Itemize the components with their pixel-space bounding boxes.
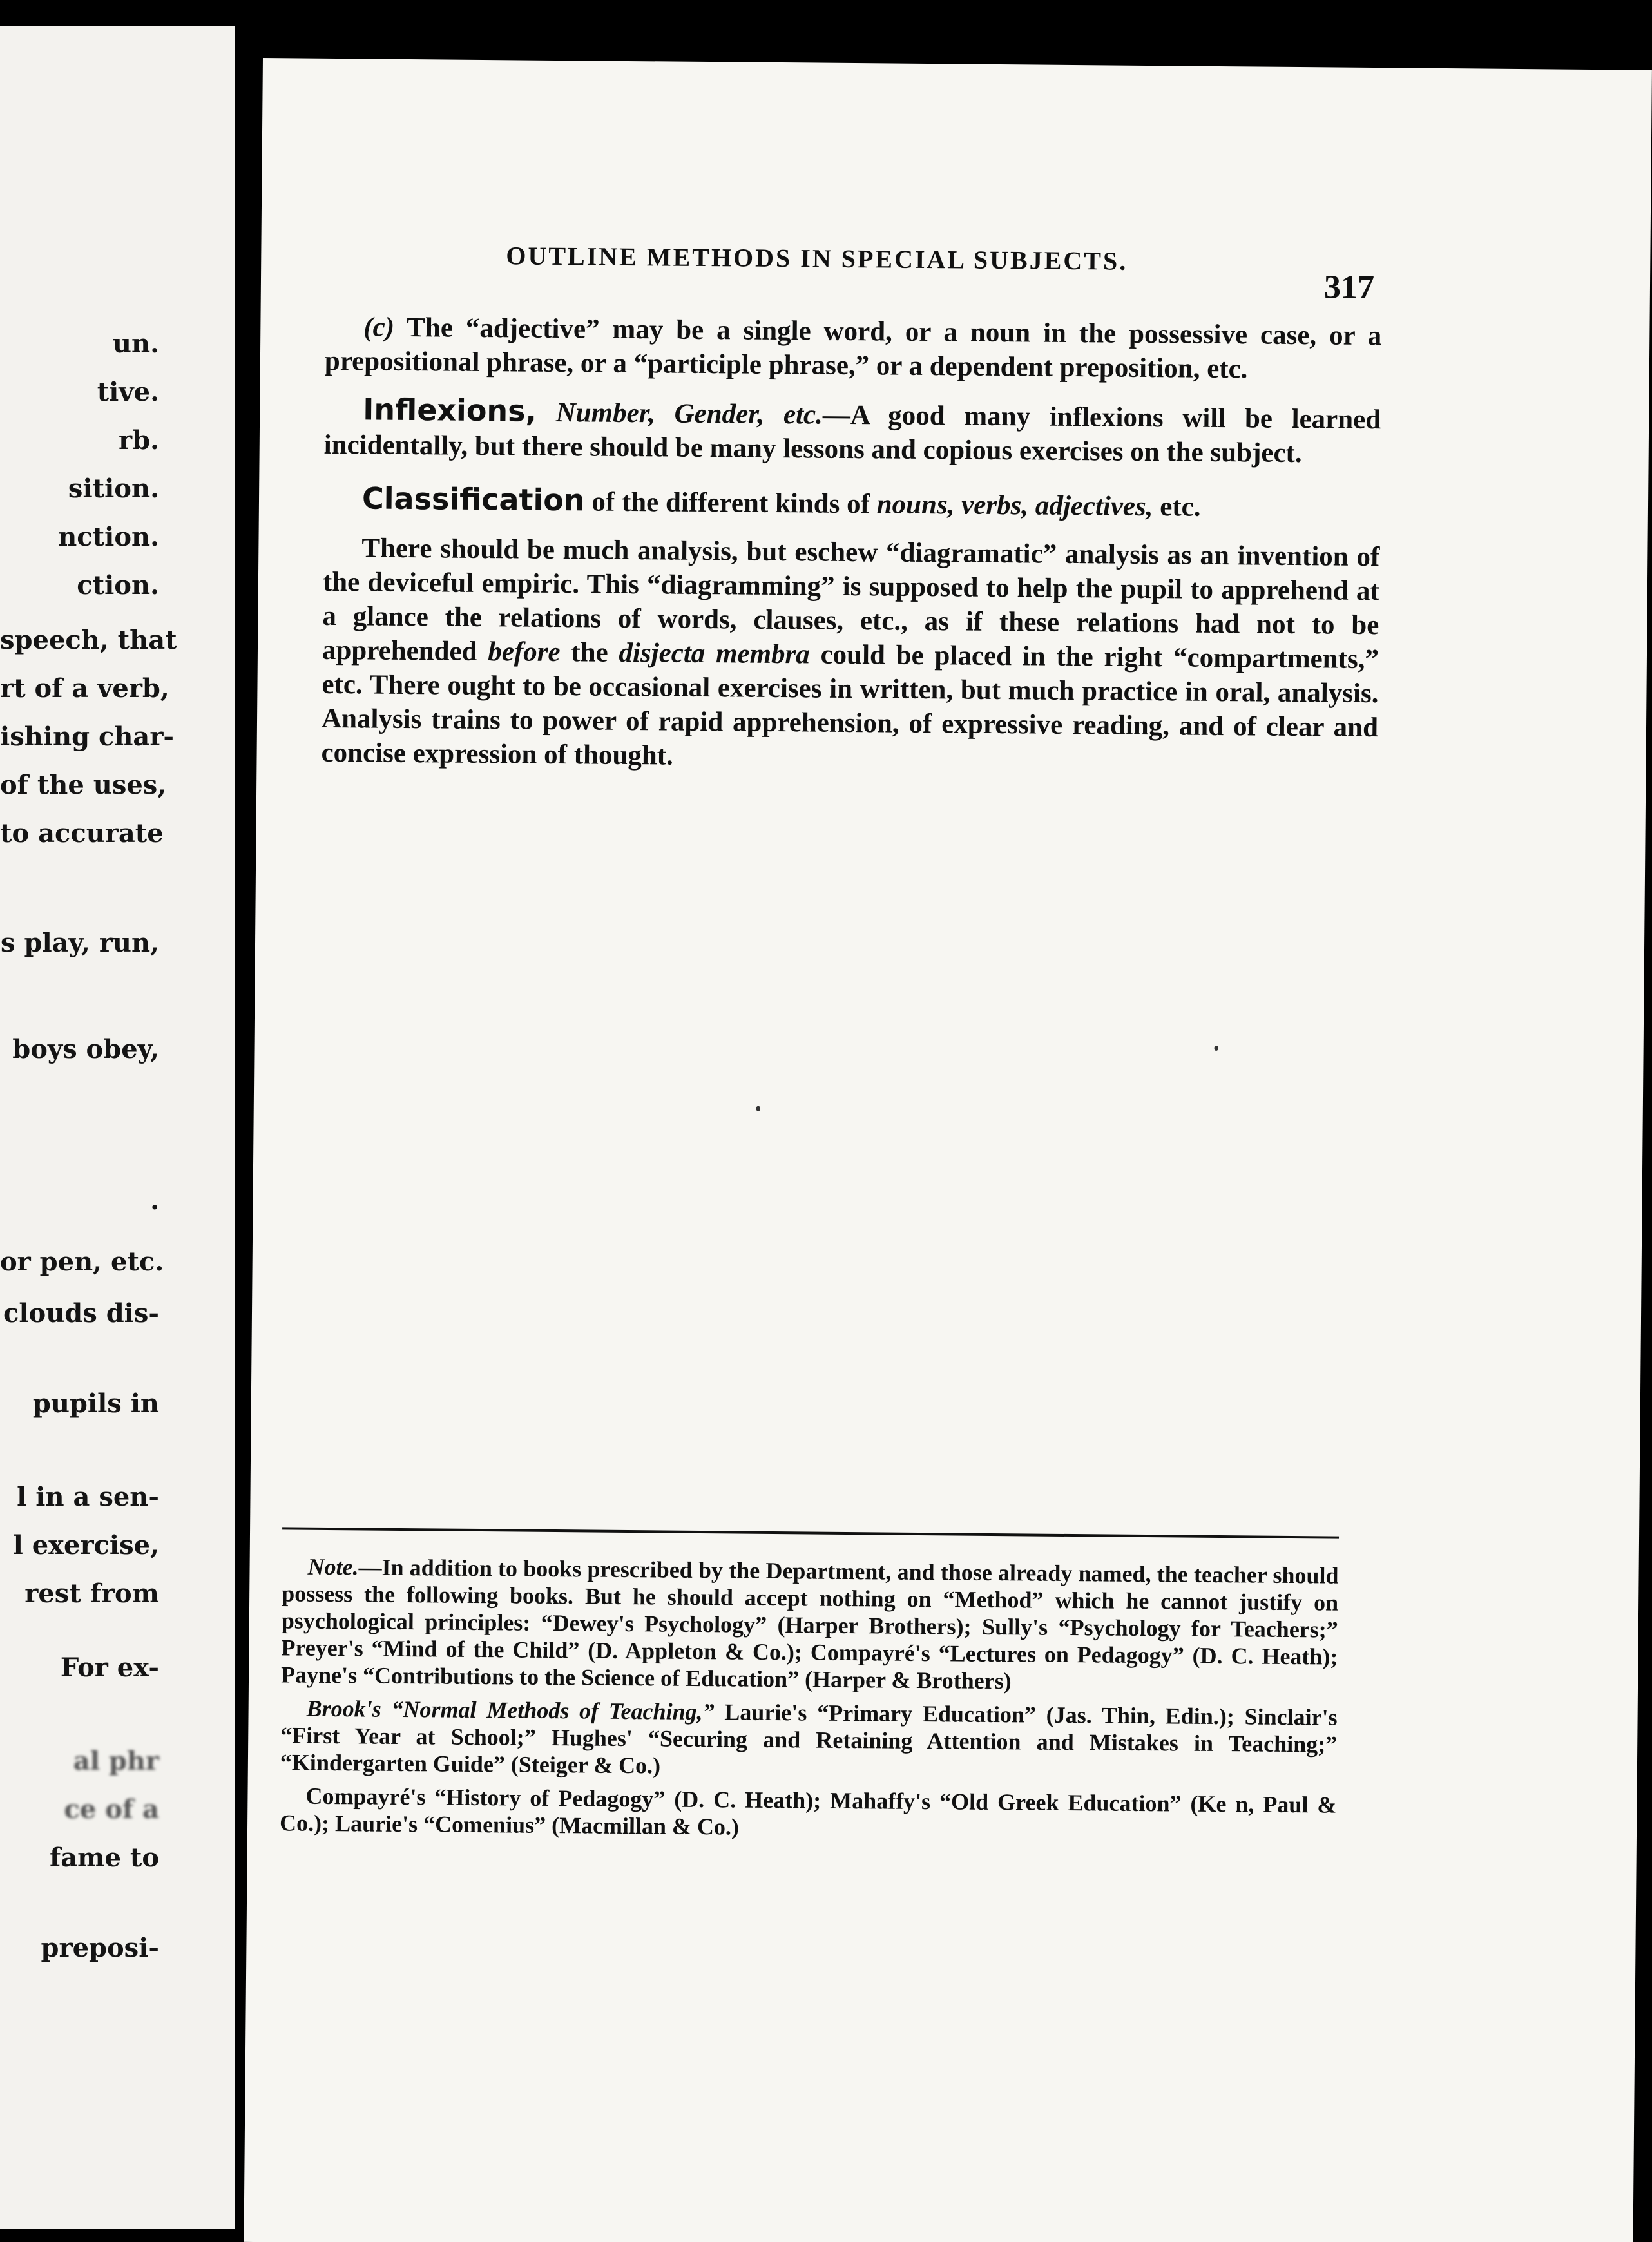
analysis-disjecta: disjecta membra: [619, 637, 810, 670]
paragraph-inflexions: [324, 392, 1381, 471]
left-page-line: fame to: [50, 1843, 159, 1873]
main-text: [321, 310, 1381, 779]
note-paragraph-1: [281, 1553, 1339, 1697]
left-page-line: ishing char-: [0, 722, 174, 752]
left-page-line: of the uses,: [0, 770, 167, 800]
note-paragraph-3: [280, 1782, 1337, 1845]
left-page: [0, 26, 235, 2229]
note-label: Note.: [307, 1553, 359, 1580]
footnotes: [280, 1553, 1339, 1852]
inflexions-italic: Number, Gender, etc.: [555, 397, 823, 430]
analysis-before: before: [488, 637, 561, 668]
left-page-line: speech, that: [0, 625, 177, 655]
classification-nouns: nouns,: [876, 489, 955, 521]
left-page-line: rest from: [24, 1578, 159, 1609]
running-head: OUTLINE METHODS IN SPECIAL SUBJECTS.: [506, 241, 1128, 276]
classification-heading: Classification: [361, 481, 585, 518]
left-page-line: un.: [112, 329, 159, 359]
analysis-part1: There should be much analysis, but eschew “diagramatic” analysis as an invention of the deviceful empiric. This “diagramming” is supposed to help the pupil to apprehend at a glance the relations of words, clauses, etc., as if these relations had not to be apprehended: [322, 533, 1380, 667]
left-page-line: boys obey,: [12, 1034, 159, 1064]
left-page-line: l in a sen-: [17, 1482, 159, 1512]
left-page-line: pupils in: [32, 1388, 159, 1419]
note-author: Brook's: [306, 1695, 381, 1722]
left-page-line: rt of a verb,: [0, 673, 169, 704]
paragraph-adjective-text: The “adjective” may be a single word, or a noun in the possessive case, or a prepositional phrase, or a “participle phrase,” or a dependent preposition, etc.: [324, 312, 1382, 385]
classification-text-before: of the different kinds of: [591, 486, 870, 520]
note-title: “Normal Methods of Teaching,”: [391, 1696, 715, 1725]
classification-text-after: etc.: [1160, 492, 1201, 522]
note-text-1: —In addition to books prescribed by the Department, and those already named, the teacher should possess the following books. But he should accept nothing on “Method” which he cannot justify on psychological principles: “Dewey's Psychology” (Harper Brothers); Sully's “Psychology for Teachers;” Preyer's “Mind of the Child” (D. Appleton & Co.); Compayré's “Lectures on Pedagogy” (D. C. Heath); Payne's “Contributions to the Science of Education” (Harper & Brothers): [280, 1554, 1339, 1694]
analysis-part2: the: [571, 637, 608, 668]
note-paragraph-2: [280, 1694, 1338, 1785]
analysis-part3: could be placed in the right “compartments,” etc. There ought to be occasional exercises in written, but much practice in oral, analysis. Analysis trains to power of rapid apprehension, of expressive reading, and of clear and concise expression of thought.: [321, 639, 1379, 771]
left-page-line: ce of a: [64, 1794, 159, 1825]
footnote-rule: [282, 1527, 1339, 1538]
left-page-line: nction.: [58, 522, 159, 552]
note-text-3: Compayré's “History of Pedagogy” (D. C. Heath); Mahaffy's “Old Greek Education” (Ke n, Paul & Co.); Laurie's “Comenius” (Macmillan & Co.): [279, 1783, 1337, 1840]
left-page-line: ction.: [77, 570, 159, 600]
left-page-line: clouds dis-: [3, 1298, 159, 1328]
left-page-line: to accurate: [0, 818, 164, 848]
inflexions-text: —A good many inflexions will be learned incidentally, but there should be many lessons and copious exercises on the subject.: [323, 399, 1381, 469]
paragraph-classification: [323, 481, 1380, 526]
inflexions-heading: Inflexions,: [363, 392, 537, 428]
left-page-line: For ex-: [60, 1653, 159, 1683]
left-page-line: tive.: [97, 377, 159, 407]
right-page: [244, 58, 1652, 2242]
page-number: 317: [1323, 269, 1375, 307]
left-page-line: preposi-: [41, 1933, 159, 1963]
left-page-line: rb.: [119, 425, 159, 455]
ink-speck: [1215, 1046, 1218, 1051]
left-page-line: l exercise,: [13, 1530, 159, 1560]
left-page-line: sition.: [68, 474, 159, 504]
classification-adjectives: adjectives,: [1035, 490, 1153, 522]
ink-speck: [756, 1106, 760, 1111]
paragraph-analysis: [321, 531, 1379, 779]
classification-verbs: verbs,: [961, 490, 1029, 521]
paragraph-adjective: [325, 310, 1382, 387]
left-page-line: or pen, etc.: [0, 1247, 164, 1277]
paragraph-marker: (c): [363, 312, 395, 343]
left-page-line: al phr: [73, 1746, 159, 1776]
left-page-line: .: [150, 1185, 159, 1216]
note-text-2: Laurie's “Primary Education” (Jas. Thin, Edin.); Sinclair's “First Year at School;” Hughes' “Securing and Retaining Attention and Mistakes in Teaching;” “Kindergarten Guide” (Steiger & Co.): [280, 1699, 1338, 1779]
left-page-line: s play, run,: [1, 928, 159, 958]
